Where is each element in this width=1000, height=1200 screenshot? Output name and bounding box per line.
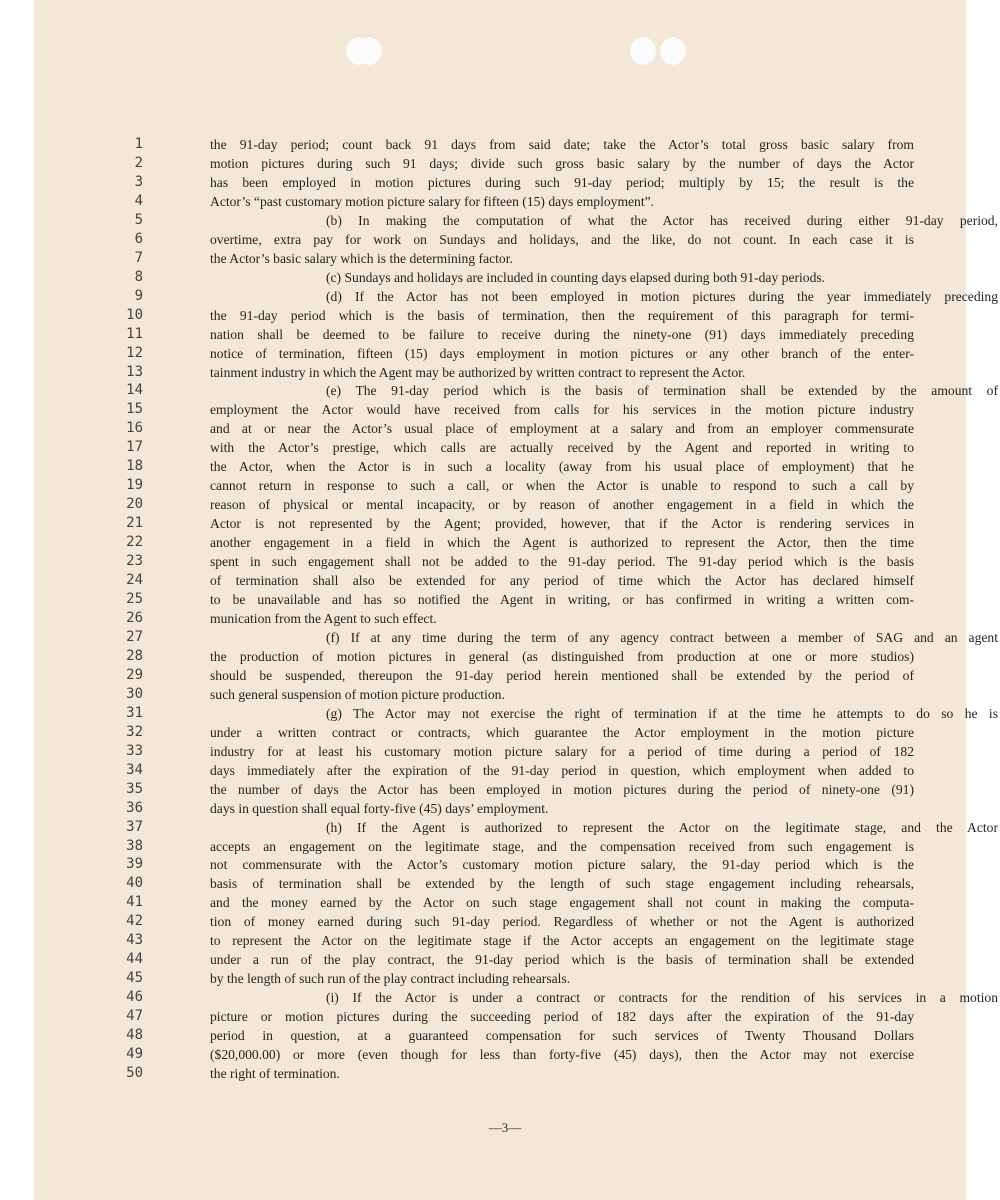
text-line xyxy=(118,799,978,818)
line-number: 3 xyxy=(134,173,143,190)
line-text: cannot return in response to such a call, or when the Actor is unable to respond to such a call by xyxy=(210,478,914,494)
text-line xyxy=(118,647,978,666)
text-line xyxy=(118,154,978,173)
line-number: 39 xyxy=(126,856,143,873)
line-text: (f) If at any time during the term of any agency contract between a member of SAG and an agent xyxy=(326,629,998,645)
text-line xyxy=(118,969,978,988)
text-line xyxy=(118,192,978,211)
line-text: accepts an engagement on the legitimate stage, and the compensation received from such engagement is xyxy=(210,838,914,854)
line-text: (i) If the Actor is under a contract or contracts for the rendition of his services in a motion xyxy=(326,990,998,1006)
text-line xyxy=(118,476,978,495)
line-number: 44 xyxy=(126,951,143,968)
line-number: 23 xyxy=(126,553,143,570)
text-line xyxy=(118,1007,978,1026)
line-text: nation shall be deemed to be failure to receive during the ninety-one (91) days immediately preceding xyxy=(210,326,914,342)
line-number: 6 xyxy=(134,230,143,247)
punch-hole-left-2 xyxy=(356,37,382,65)
text-line xyxy=(118,761,978,780)
text-line xyxy=(118,609,978,628)
line-text: of termination shall also be extended for any period of time which the Actor has declared himself xyxy=(210,573,914,589)
line-text: period in question, at a guaranteed compensation for such services of Twenty Thousand Dollars xyxy=(210,1028,914,1044)
line-text: motion pictures during such 91 days; divide such gross basic salary by the number of days the Actor xyxy=(210,155,914,171)
text-line xyxy=(118,912,978,931)
line-number: 21 xyxy=(126,515,143,532)
line-number: 13 xyxy=(126,363,143,380)
line-number: 43 xyxy=(126,932,143,949)
punch-hole-right-2 xyxy=(660,37,686,65)
line-number: 38 xyxy=(126,837,143,854)
line-text: not commensurate with the Actor’s customary motion picture salary, the 91-day period which is the xyxy=(210,857,914,873)
text-line xyxy=(118,666,978,685)
line-number: 25 xyxy=(126,591,143,608)
text-line xyxy=(118,533,978,552)
line-number: 15 xyxy=(126,401,143,418)
text-line xyxy=(118,1064,978,1083)
line-number: 35 xyxy=(126,780,143,797)
line-number: 1 xyxy=(134,136,143,152)
text-line xyxy=(118,571,978,590)
line-number: 19 xyxy=(126,477,143,494)
line-text: such general suspension of motion picture production. xyxy=(210,686,505,702)
line-number: 26 xyxy=(126,610,143,626)
text-line xyxy=(118,211,998,230)
text-line xyxy=(118,704,998,723)
text-line xyxy=(118,325,978,344)
text-line xyxy=(118,628,998,647)
text-line xyxy=(118,419,978,438)
line-number: 4 xyxy=(134,192,143,209)
line-number: 34 xyxy=(126,761,143,778)
text-line xyxy=(118,457,978,476)
line-number: 10 xyxy=(126,306,143,323)
line-text: munication from the Agent to such effect. xyxy=(210,611,437,626)
text-line xyxy=(118,837,978,856)
line-text: (d) If the Actor has not been employed in motion pictures during the year immediately preceding xyxy=(326,288,998,304)
line-text: days immediately after the expiration of the 91-day period in question, which employment when added to xyxy=(210,762,914,778)
line-text: has been employed in motion pictures during such 91-day period; multiply by 15; the result is the xyxy=(210,174,914,190)
line-text: and at or near the Actor’s usual place of employment at a salary and from an employer commensurate xyxy=(210,421,914,437)
line-number: 24 xyxy=(126,572,143,589)
line-text: notice of termination, fifteen (15) days employment in motion pictures or any other branch of the enter- xyxy=(210,345,914,361)
text-line xyxy=(118,400,978,419)
line-text: (e) The 91-day period which is the basis of termination shall be extended by the amount of xyxy=(326,383,998,399)
line-text: reason of physical or mental incapacity, or by reason of another engagement in a field in which the xyxy=(210,497,914,513)
line-text: the 91-day period; count back 91 days from said date; take the Actor’s total gross basic salary from xyxy=(210,137,914,152)
line-number: 41 xyxy=(126,894,143,911)
document-page xyxy=(34,0,998,1200)
line-number: 37 xyxy=(126,818,143,835)
line-number: 48 xyxy=(126,1027,143,1044)
line-text: under a written contract or contracts, which guarantee the Actor employment in the motion picture xyxy=(210,724,914,740)
text-line xyxy=(118,742,978,761)
line-text: spent in such engagement shall not be added to the 91-day period. The 91-day period which is the basis xyxy=(210,554,914,570)
text-line xyxy=(118,135,978,154)
line-text: under a run of the play contract, the 91-day period which is the basis of termination shall be extended xyxy=(210,952,914,968)
line-number: 33 xyxy=(126,742,143,759)
line-text: the number of days the Actor has been employed in motion pictures during the period of ninety-one (91) xyxy=(210,781,914,797)
line-text: the Actor, when the Actor is in such a locality (away from his usual place of employment) that he xyxy=(210,459,914,475)
line-text: the production of motion pictures in general (as distinguished from production at one or more studios) xyxy=(210,648,914,664)
text-line xyxy=(118,552,978,571)
line-number: 22 xyxy=(126,534,143,551)
text-line xyxy=(118,230,978,249)
line-text: the right of termination. xyxy=(210,1066,340,1082)
line-text: another engagement in a field in which the Agent is authorized to represent the Actor, then the time xyxy=(210,535,914,551)
line-number: 12 xyxy=(126,344,143,361)
line-text: to represent the Actor on the legitimate stage if the Actor accepts an engagement on the legitimate stage xyxy=(210,933,914,949)
line-number: 11 xyxy=(126,325,143,342)
text-line xyxy=(118,438,978,457)
line-text: to be unavailable and has so notified the Agent in writing, or has confirmed in writing a written com- xyxy=(210,592,914,608)
text-line xyxy=(118,874,978,893)
text-line xyxy=(118,249,978,268)
line-text: industry for at least his customary motion picture salary for a period of time during a period of 182 xyxy=(210,743,914,759)
line-text: the 91-day period which is the basis of termination, then the requirement of this paragraph for termi- xyxy=(210,307,914,323)
punch-hole-right xyxy=(630,37,656,65)
line-number: 20 xyxy=(126,496,143,513)
line-text: (c) Sundays and holidays are included in counting days elapsed during both 91-day periods. xyxy=(326,269,826,285)
line-text: tion of money earned during such 91-day period. Regardless of whether or not the Agent is authorized xyxy=(210,914,914,930)
text-line xyxy=(118,363,978,382)
text-line xyxy=(118,1045,978,1064)
line-text: picture or motion pictures during the succeeding period of 182 days after the expiration of the 91-day xyxy=(210,1009,914,1025)
line-text: with the Actor’s prestige, which calls are actually received by the Agent and reported in writing to xyxy=(210,440,914,456)
line-text: and the money earned by the Actor on such stage engagement shall not count in making the computa- xyxy=(210,895,914,911)
line-text: ($20,000.00) or more (even though for less than forty-five (45) days), then the Actor may not exercise xyxy=(210,1047,914,1063)
text-line xyxy=(118,780,978,799)
line-text: Actor is not represented by the Agent; provided, however, that if the Actor is rendering services in xyxy=(210,516,914,532)
line-text: (b) In making the computation of what the Actor has received during either 91-day period, xyxy=(326,212,998,228)
line-number: 28 xyxy=(126,647,143,664)
text-line xyxy=(118,855,978,874)
line-number: 50 xyxy=(126,1065,143,1082)
text-line xyxy=(118,950,978,969)
line-number: 2 xyxy=(134,154,143,171)
text-line xyxy=(118,287,998,306)
text-line xyxy=(118,495,978,514)
line-text: (h) If the Agent is authorized to represent the Actor on the legitimate stage, and the Actor xyxy=(326,819,998,835)
text-line xyxy=(118,173,978,192)
text-line xyxy=(118,306,978,325)
line-number: 40 xyxy=(126,875,143,892)
line-number: 14 xyxy=(126,382,143,399)
line-text: by the length of such run of the play contract including rehearsals. xyxy=(210,971,571,987)
text-line xyxy=(118,590,978,609)
page-number: —3— xyxy=(488,1120,522,1135)
line-number: 32 xyxy=(126,723,143,740)
line-number: 18 xyxy=(126,458,143,475)
line-text: overtime, extra pay for work on Sundays and holidays, and the like, do not count. In each case it is xyxy=(210,231,914,247)
line-text: should be suspended, thereupon the 91-day period herein mentioned shall be extended by the period of xyxy=(210,667,914,683)
line-number: 9 xyxy=(134,287,143,304)
text-line xyxy=(118,344,978,363)
text-line xyxy=(118,818,998,837)
line-number: 31 xyxy=(126,704,143,721)
line-text: days in question shall equal forty-five (45) days’ employment. xyxy=(210,800,549,816)
text-line xyxy=(118,1026,978,1045)
line-number: 45 xyxy=(126,970,143,987)
line-number: 49 xyxy=(126,1046,143,1063)
text-line xyxy=(118,514,978,533)
line-number: 46 xyxy=(126,989,143,1006)
line-number: 27 xyxy=(126,628,143,645)
text-line xyxy=(118,723,978,742)
line-number: 47 xyxy=(126,1008,143,1025)
text-line xyxy=(118,893,978,912)
line-number: 8 xyxy=(134,268,143,285)
line-text: employment the Actor would have received from calls for his services in the motion picture industry xyxy=(210,402,914,418)
line-number: 5 xyxy=(134,211,143,228)
line-number: 36 xyxy=(126,799,143,816)
text-line xyxy=(118,685,978,704)
text-line xyxy=(118,381,998,400)
line-number: 42 xyxy=(126,913,143,930)
line-text: the Actor’s basic salary which is the determining factor. xyxy=(210,250,513,266)
line-text: Actor’s “past customary motion picture salary for fifteen (15) days employment”. xyxy=(210,193,655,209)
text-line xyxy=(118,268,978,287)
line-number: 17 xyxy=(126,439,143,456)
text-line xyxy=(118,988,998,1007)
line-number: 7 xyxy=(134,249,143,266)
text-line xyxy=(118,931,978,950)
line-text: basis of termination shall be extended by the length of such stage engagement including rehearsals, xyxy=(210,876,914,892)
line-text: (g) The Actor may not exercise the right of termination if at the time he attempts to do so he is xyxy=(326,705,998,721)
line-text: tainment industry in which the Agent may be authorized by written contract to represent the Actor. xyxy=(210,364,746,380)
line-number: 29 xyxy=(126,666,143,683)
line-number: 30 xyxy=(126,685,143,702)
line-number: 16 xyxy=(126,420,143,437)
